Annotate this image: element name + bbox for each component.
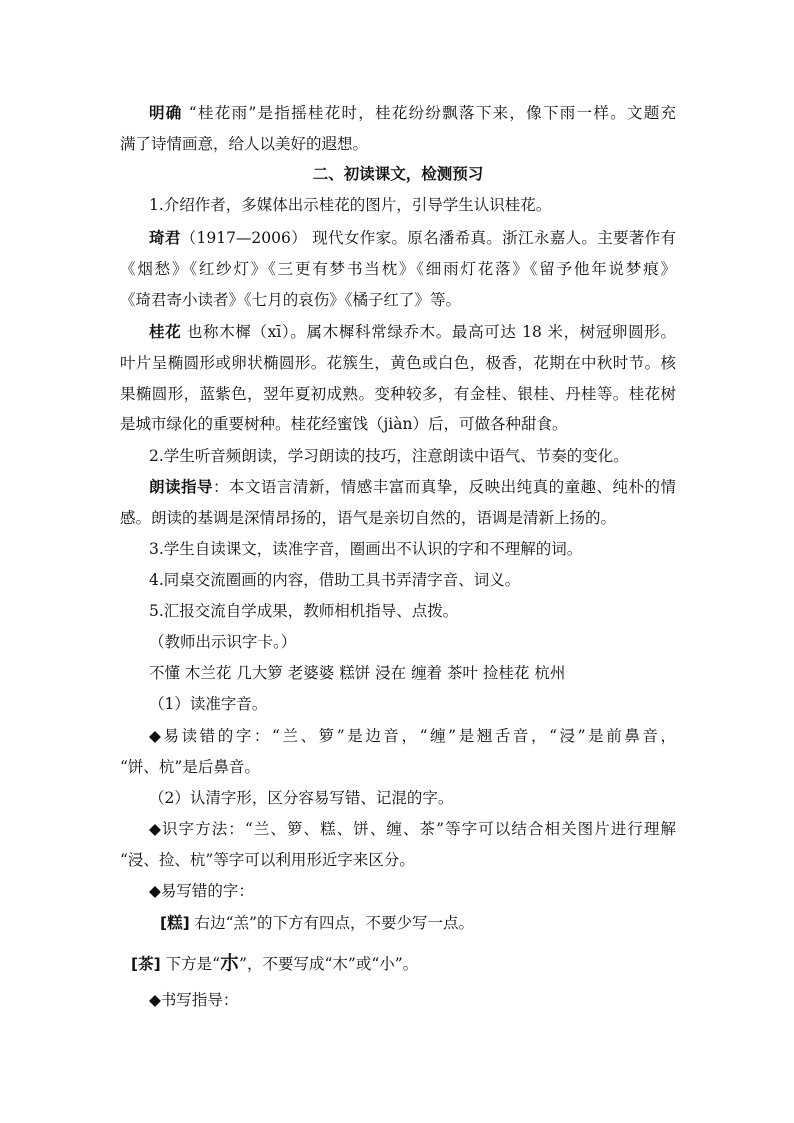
item-5: 5.汇报交流自学成果，教师相机指导、点拨。 <box>149 602 459 620</box>
author-name: 琦君 <box>149 229 181 247</box>
reading-guide-line1 <box>149 477 676 497</box>
writing-guide-heading: ◆书写指导： <box>149 991 239 1009</box>
card-note: （教师出示识字卡。） <box>149 633 297 651</box>
cha-text-a: 下方是“ <box>160 955 221 973</box>
item-4: 4.同桌交流圈画的内容，借助工具书弄清字音、词义。 <box>149 571 521 589</box>
osmanthus-line1-text: 也称木樨（xī）。属木樨科常绿乔木。最高可达 18 米，树冠卵圆形。 <box>181 323 676 341</box>
item-2: 2.学生听音频朗读，学习朗读的技巧，注意朗读中语气、节奏的变化。 <box>149 447 629 465</box>
gao-label: [糕] <box>160 914 190 932</box>
osmanthus-line3: 果椭圆形，蓝紫色，翌年夏初成熟。变种较多，有金桂、银桂、丹桂等。桂花树 <box>120 385 676 403</box>
cha-text-b: ”，不要写成“木”或“小”。 <box>239 955 419 973</box>
item-3: 3.学生自读课文，读准字音，圈画出不认识的字和不理解的词。 <box>149 540 583 558</box>
p1-line1 <box>149 103 676 123</box>
easy-misread-line2: “饼、杭”是后鼻音。 <box>120 758 260 776</box>
sub-heading-1: （1）读准字音。 <box>149 695 268 713</box>
sub-heading-2: （2）认清字形，区分容易写错、记混的字。 <box>149 789 454 807</box>
reading-guide-line2: 感。朗读的基调是深情昂扬的，语气是亲切自然的，语调是清新上扬的。 <box>120 509 617 527</box>
reading-guide-label: 朗读指导 <box>149 478 213 496</box>
cha-note <box>131 951 676 976</box>
section-heading: 二、初读课文，检测预习 <box>312 165 484 183</box>
item-1: 1.介绍作者，多媒体出示桂花的图片，引导学生认识桂花。 <box>149 196 552 214</box>
author-line2: 《烟愁》《红纱灯》《三更有梦书当枕》《细雨灯花落》《留予他年说梦痕》 <box>120 260 676 278</box>
term-mingque: 明确 <box>149 104 183 122</box>
cha-label: [茶] <box>131 955 161 973</box>
p1-line2: 满了诗情画意，给人以美好的遐想。 <box>120 135 369 153</box>
osmanthus-line1 <box>149 322 676 342</box>
cha-glyph: 朩 <box>220 952 240 974</box>
author-line1 <box>149 228 676 248</box>
osmanthus-line2: 叶片呈椭圆形或卵状椭圆形。花簇生，黄色或白色，极香，花期在中秋时节。核 <box>120 354 676 372</box>
reading-guide-line1-text: ：本文语言清新，情感丰富而真挚，反映出纯真的童趣、纯朴的情 <box>212 478 676 496</box>
method-line2: “浸、捡、杭”等字可以利用形近字来区分。 <box>120 851 415 869</box>
author-line3: 《琦君寄小读者》《七月的哀伤》《橘子红了》等。 <box>120 291 462 309</box>
gao-text: 右边“羔”的下方有四点，不要少写一点。 <box>189 914 474 932</box>
osmanthus-line4: 是城市绿化的重要树种。桂花经蜜饯（jiàn）后，可做各种甜食。 <box>120 415 568 433</box>
card-words: 不懂 木兰花 几大箩 老婆婆 糕饼 浸在 缠着 茶叶 捡桂花 杭州 <box>149 664 566 682</box>
easy-miswrite-heading: ◆易写错的字： <box>149 882 254 900</box>
gao-note <box>160 913 676 933</box>
method-line1: ◆识字方法：“兰、箩、糕、饼、缠、茶”等字可以结合相关图片进行理解 <box>149 820 676 838</box>
osmanthus-name: 桂花 <box>149 323 182 341</box>
author-line1-text: （1917—2006） 现代女作家。原名潘希真。浙江永嘉人。主要著作有 <box>180 229 676 247</box>
easy-misread-line1: ◆易读错的字：“兰、箩”是边音，“缠”是翘舌音，“浸”是前鼻音， <box>149 727 676 745</box>
p1-line1-text: “桂花雨”是指摇桂花时，桂花纷纷飘落下来，像下雨一样。文题充 <box>182 104 676 122</box>
